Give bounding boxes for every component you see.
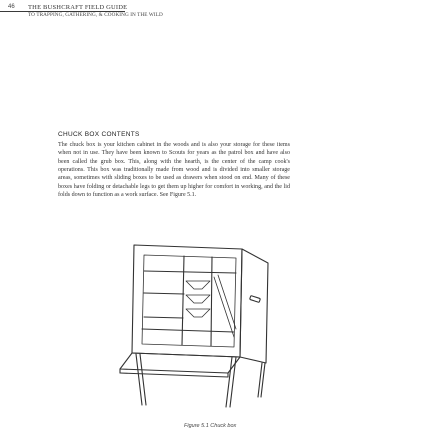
divider-left [182,256,184,345]
divider-right [211,257,212,346]
lid-edge-bottom [120,373,228,377]
chuck-box-illustration [98,237,315,409]
shelf-bottom [142,329,234,332]
box-side-panel [240,249,268,363]
dish-1 [186,281,210,289]
side-handle [250,296,261,303]
book-subtitle: TO TRAPPING, GATHERING, & COOKING IN THE WILD [28,12,163,18]
box-front-frame [132,245,242,357]
right-plank-2 [218,275,236,329]
book-title: THE BUSHCRAFT FIELD GUIDE [28,4,128,11]
body-paragraph: The chuck box is your kitchen cabinet in the woods and is also your storage for these items when not in use. They have been known to Scouts for years as the patrol box and have also been called the grub box. This, along with the hearth, is the center of the camp cook's operations. This box was traditionally made from wood and is divided into smaller storage areas, sometimes with sliding boxes to be used as drawers when stood on end. Many of these boxes have folding or detachable legs to get them up higher for comfort in working, and the lid folds down to function as a work surface. See Figure 5.1. [58,142,290,199]
dish-2 [186,295,210,303]
section-heading: CHUCK BOX CONTENTS [58,131,140,138]
dish-3 [186,309,210,317]
page-number: 46 [8,4,15,10]
shelf-left-1 [144,293,184,294]
running-header [0,0,448,30]
right-plank-1 [214,277,234,337]
shelf-left-2 [144,317,183,318]
shelf-top [144,271,236,273]
figure-caption: Figure 5.1 Chuck box [184,423,237,429]
